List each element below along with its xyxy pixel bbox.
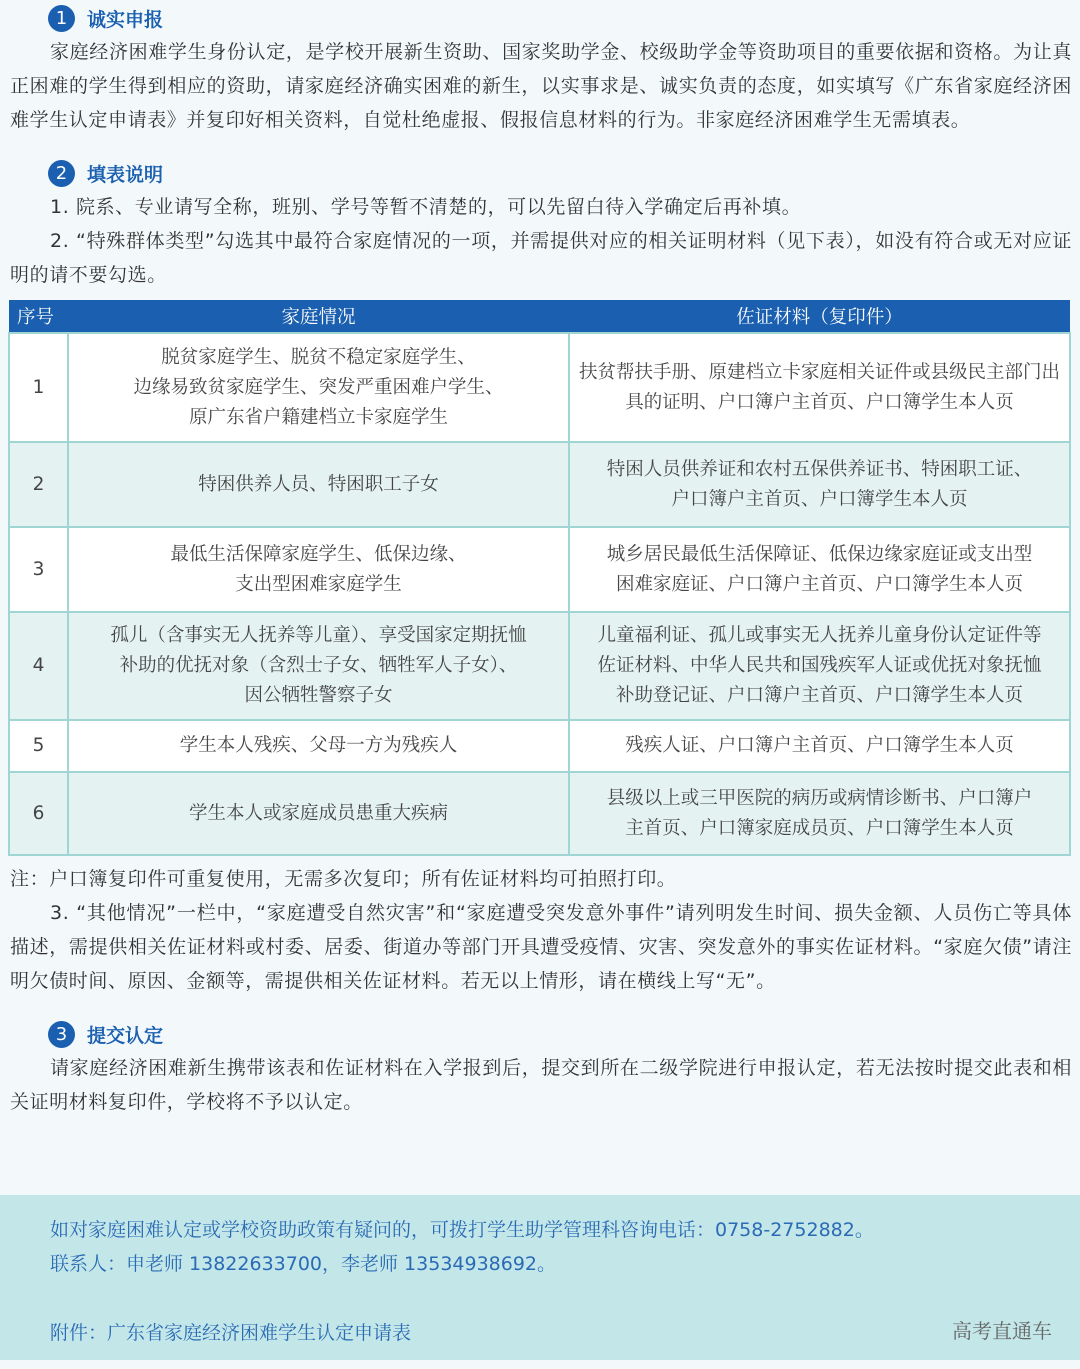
section-title: 填表说明 xyxy=(87,163,164,186)
contact-footer xyxy=(0,1195,1080,1360)
section-notes xyxy=(10,862,1072,998)
step-number-badge: 3 xyxy=(48,1021,75,1048)
section-title: 提交认定 xyxy=(87,1024,164,1047)
cell-situation: 最低生活保障家庭学生、低保边缘、 支出型困难家庭学生 xyxy=(68,527,569,612)
table-row xyxy=(9,527,1070,612)
instruction-2: 2. “特殊群体类型”勾选其中最符合家庭情况的一项，并需提供对应的相关证明材料（见下表），如没有符合或无对应证明的请不要勾选。 xyxy=(10,230,1072,286)
section-text: 家庭经济困难学生身份认定，是学校开展新生资助、国家奖助学金、校级助学金等资助项目的重要依据和资格。为让真正困难的学生得到相应的资助，请家庭经济确实困难的新生，以实事求是、诚实负责的态度，如实填写《广东省家庭经济困难学生认定申请表》并复印好相关资料，自觉杜绝虚报、假报信息材料的行为。非家庭经济困难学生无需填表。 xyxy=(10,41,1072,131)
cell-situation: 脱贫家庭学生、脱贫不稳定家庭学生、 边缘易致贫家庭学生、突发严重困难户学生、 原广东省户籍建档立卡家庭学生 xyxy=(68,333,569,442)
section-honest-declaration xyxy=(10,1,1072,137)
section-submit xyxy=(10,1017,1072,1119)
step-number-badge: 1 xyxy=(48,5,75,32)
cell-situation: 孤儿（含事实无人抚养等儿童）、享受国家定期抚恤 补助的优抚对象（含烈士子女、牺牲军人子女）、 因公牺牲警察子女 xyxy=(68,612,569,720)
cell-material: 儿童福利证、孤儿或事实无人抚养儿童身份认定证件等 佐证材料、中华人民共和国残疾军人证或优抚对象抚恤 补助登记证、户口簿户主首页、户口簿学生本人页 xyxy=(569,612,1070,720)
instruction-1: 1. 院系、专业请写全称，班别、学号等暂不清楚的，可以先留白待入学确定后再补填。 xyxy=(50,196,802,218)
cell-situation: 学生本人或家庭成员患重大疾病 xyxy=(68,772,569,855)
attachment-link[interactable]: 附件：广东省家庭经济困难学生认定申请表 xyxy=(50,1322,412,1344)
cell-material: 扶贫帮扶手册、原建档立卡家庭相关证件或县级民主部门出具的证明、户口簿户主首页、户口簿学生本人页 xyxy=(569,333,1070,442)
cell-no: 5 xyxy=(9,720,68,772)
cell-no: 6 xyxy=(9,772,68,855)
cell-no: 4 xyxy=(9,612,68,720)
table-row xyxy=(9,442,1070,527)
section-text: 请家庭经济困难新生携带该表和佐证材料在入学报到后，提交到所在二级学院进行申报认定，若无法按时提交此表和相关证明材料复印件，学校将不予以认定。 xyxy=(10,1057,1072,1113)
watermark: 高考直通车 xyxy=(952,1319,1052,1343)
section-form-instructions xyxy=(10,156,1072,292)
section-title: 诚实申报 xyxy=(87,8,164,31)
cell-no: 2 xyxy=(9,442,68,527)
cell-material: 残疾人证、户口簿户主首页、户口簿学生本人页 xyxy=(569,720,1070,772)
note-text: 注：户口簿复印件可重复使用，无需多次复印；所有佐证材料均可拍照打印。 xyxy=(10,868,677,890)
contact-persons: 联系人：申老师 13822633700，李老师 13534938692。 xyxy=(50,1253,557,1275)
cell-no: 3 xyxy=(9,527,68,612)
header-situation: 家庭情况 xyxy=(68,300,569,333)
instruction-3: 3. “其他情况”一栏中，“家庭遭受自然灾害”和“家庭遭受突发意外事件”请列明发生时间、损失金额、人员伤亡等具体描述，需提供相关佐证材料或村委、居委、街道办等部门开具遭受疫情、灾害、突发意外的事实佐证材料。“家庭欠债”请注明欠债时间、原因、金额等，需提供相关佐证材料。若无以上情形，请在横线上写“无”。 xyxy=(10,902,1072,992)
table-row xyxy=(9,772,1070,855)
header-no: 序号 xyxy=(9,300,68,333)
table-row xyxy=(9,612,1070,720)
consult-phone-text: 如对家庭困难认定或学校资助政策有疑问的，可拨打学生助学管理科咨询电话：0758-2752882。 xyxy=(50,1219,874,1241)
cell-material: 特困人员供养证和农村五保供养证书、特困职工证、 户口簿户主首页、户口簿学生本人页 xyxy=(569,442,1070,527)
evidence-table xyxy=(8,300,1071,856)
cell-material: 城乡居民最低生活保障证、低保边缘家庭证或支出型 困难家庭证、户口簿户主首页、户口簿学生本人页 xyxy=(569,527,1070,612)
table-row xyxy=(9,720,1070,772)
header-material: 佐证材料（复印件） xyxy=(569,300,1070,333)
step-number-badge: 2 xyxy=(48,160,75,187)
cell-no: 1 xyxy=(9,333,68,442)
cell-material: 县级以上或三甲医院的病历或病情诊断书、户口簿户 主首页、户口簿家庭成员页、户口簿学生本人页 xyxy=(569,772,1070,855)
cell-situation: 学生本人残疾、父母一方为残疾人 xyxy=(68,720,569,772)
table-row xyxy=(9,333,1070,442)
cell-situation: 特困供养人员、特困职工子女 xyxy=(68,442,569,527)
